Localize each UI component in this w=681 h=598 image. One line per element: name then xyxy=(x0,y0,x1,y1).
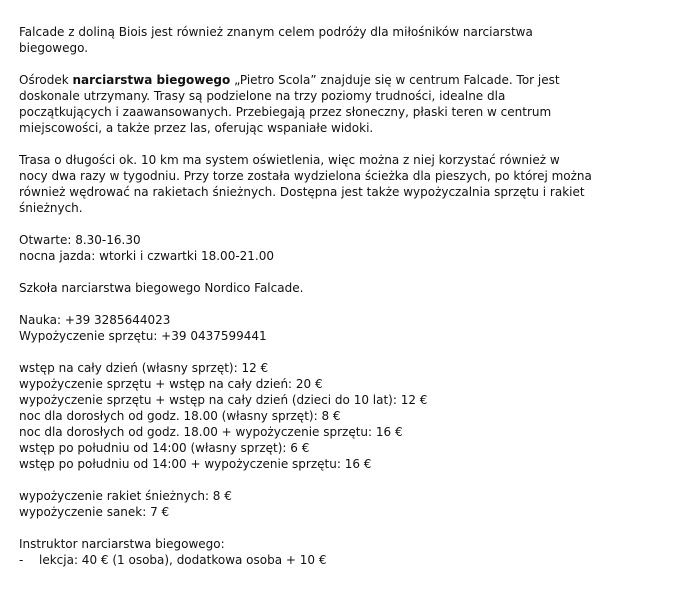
night-hours: nocna jazda: wtorki i czwartki 18.00-21.00 xyxy=(19,249,275,263)
opening-hours: Otwarte: 8.30-16.30 xyxy=(19,233,141,247)
school-name: Szkoła narciarstwa biegowego Nordico Falcade. xyxy=(19,281,304,295)
school-paragraph xyxy=(19,280,669,296)
hours-paragraph xyxy=(19,232,669,264)
intro-line: biegowego. xyxy=(19,41,89,55)
center-line xyxy=(19,72,669,88)
center-line: początkujących i zaawansowanych. Przebiegają przez słoneczny, płaski teren w centrum xyxy=(19,105,552,119)
price-item: noc dla dorosłych od godz. 18.00 (własny sprzęt): 8 € xyxy=(19,409,341,423)
price-item: wypożyczenie sprzętu + wstęp na cały dzień (dzieci do 10 lat): 12 € xyxy=(19,393,428,407)
center-prefix: Ośrodek xyxy=(19,73,73,87)
article-content xyxy=(19,24,669,584)
extras-list xyxy=(19,488,669,520)
instructor-title: Instruktor narciarstwa biegowego: xyxy=(19,537,225,551)
lessons-phone: Nauka: +39 3285644023 xyxy=(19,313,171,327)
instructor-lesson-price: lekcja: 40 € (1 osoba), dodatkowa osoba + 10 € xyxy=(39,553,327,567)
intro-line: Falcade z doliną Biois jest również znanym celem podróży dla miłośników narciarstwa xyxy=(19,25,533,39)
extra-item: wypożyczenie sanek: 7 € xyxy=(19,505,170,519)
route-line: nocy dwa razy w tygodniu. Przy torze została wydzielona ścieżka dla pieszych, po której można xyxy=(19,169,592,183)
contacts-paragraph xyxy=(19,312,669,344)
intro-paragraph xyxy=(19,24,669,56)
center-line: doskonale utrzymany. Trasy są podzielone na trzy poziomy trudności, idealne dla xyxy=(19,89,506,103)
bullet-dash: - xyxy=(19,553,24,567)
price-item: noc dla dorosłych od godz. 18.00 + wypożyczenie sprzętu: 16 € xyxy=(19,425,403,439)
center-paragraph xyxy=(19,72,669,136)
price-item: wstęp po południu od 14:00 + wypożyczenie sprzętu: 16 € xyxy=(19,457,372,471)
center-line1-rest: „Pietro Scola” znajduje się w centrum Falcade. Tor jest xyxy=(230,73,560,87)
center-bold-text: narciarstwa biegowego xyxy=(72,73,231,87)
rental-phone: Wypożyczenie sprzętu: +39 0437599441 xyxy=(19,329,267,343)
center-line: miejscowości, a także przez las, oferując wspaniałe widoki. xyxy=(19,121,374,135)
price-item: wypożyczenie sprzętu + wstęp na cały dzień: 20 € xyxy=(19,377,323,391)
route-line: również wędrować na rakietach śnieżnych. Dostępna jest także wypożyczalnia sprzętu i rakiet xyxy=(19,185,585,199)
instructor-lesson-item xyxy=(19,552,669,568)
instructor-paragraph xyxy=(19,536,669,568)
route-paragraph xyxy=(19,152,669,216)
prices-list xyxy=(19,360,669,472)
price-item: wstęp na cały dzień (własny sprzęt): 12 € xyxy=(19,361,269,375)
price-item: wstęp po południu od 14:00 (własny sprzęt): 6 € xyxy=(19,441,310,455)
route-line: śnieżnych. xyxy=(19,201,83,215)
route-line: Trasa o długości ok. 10 km ma system oświetlenia, więc można z niej korzystać również w xyxy=(19,153,560,167)
extra-item: wypożyczenie rakiet śnieżnych: 8 € xyxy=(19,489,232,503)
